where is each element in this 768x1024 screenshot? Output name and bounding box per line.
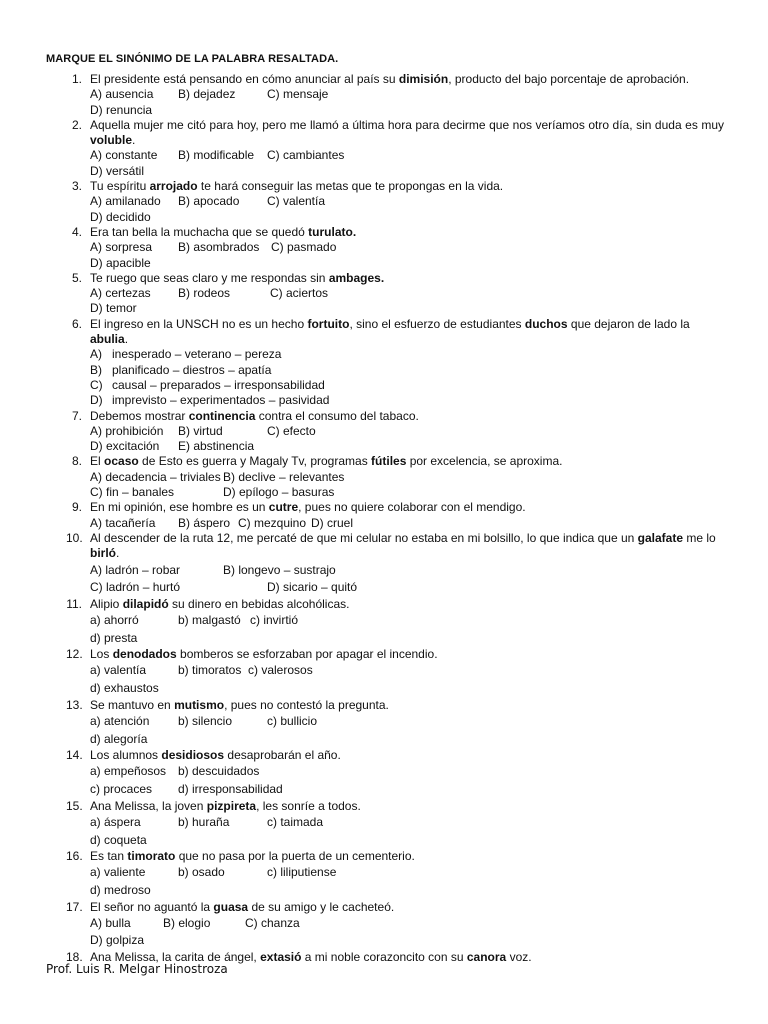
highlighted-word: fortuito	[307, 316, 350, 331]
answer-option[interactable]: C) ladrón – hurtó	[90, 580, 181, 595]
worksheet-heading: MARQUE EL SINÓNIMO DE LA PALABRA RESALTADA.	[46, 53, 339, 65]
stem-text: Tu espíritu	[90, 179, 150, 194]
answer-option[interactable]: A) tacañería	[90, 515, 156, 530]
stem-text: de su amigo y le cacheteó.	[248, 899, 395, 914]
stem-text: , sino el esfuerzo de estudiantes	[349, 316, 525, 331]
answer-option[interactable]: B) virtud	[178, 423, 223, 438]
question-number: 18.	[66, 950, 83, 965]
option-letter: D)	[90, 393, 103, 408]
option-row	[90, 630, 768, 648]
stem-text: bomberos se esforzaban por apagar el incendio.	[176, 647, 438, 662]
question-stem	[90, 72, 724, 87]
answer-option[interactable]: d) presta	[90, 630, 138, 645]
question-stem	[90, 900, 724, 915]
stem-text: Te ruego que seas claro y me respondas sin	[90, 270, 329, 285]
question-stem	[90, 409, 724, 424]
question-number: 12.	[66, 647, 83, 662]
question-number: 8.	[71, 454, 82, 469]
highlighted-word: ocaso	[104, 454, 139, 469]
question-number: 1.	[71, 72, 82, 86]
option-row	[90, 713, 768, 731]
option-row	[90, 882, 768, 900]
stem-text: te hará conseguir las metas que te propongas en la vida.	[197, 179, 504, 194]
question-number: 16.	[66, 849, 83, 864]
highlighted-word: extasió	[260, 950, 302, 965]
option-row	[90, 680, 768, 698]
answer-option[interactable]: A) bulla	[90, 915, 131, 930]
answer-option[interactable]: a) atención	[90, 713, 150, 728]
option-row	[90, 662, 768, 680]
option-row	[90, 915, 768, 933]
stem-text: voz.	[506, 950, 532, 965]
option-row	[90, 286, 768, 301]
stem-text: , pues no quiere colaborar con el mendigo.	[298, 500, 526, 515]
option-text: causal – preparados – irresponsabilidad	[112, 377, 325, 392]
question-item	[0, 647, 768, 697]
highlighted-word: arrojado	[149, 179, 198, 194]
answer-option[interactable]: A) certezas	[90, 286, 151, 301]
question-stem	[90, 454, 724, 469]
answer-option[interactable]: D) versátil	[90, 163, 145, 178]
option-row	[90, 485, 768, 500]
question-number: 4.	[71, 224, 82, 239]
answer-option[interactable]: D) renuncia	[90, 102, 153, 117]
option-row	[90, 87, 768, 102]
option-row	[90, 210, 768, 225]
stem-text: .	[124, 332, 129, 347]
answer-option[interactable]: C) efecto	[267, 423, 316, 438]
answer-option[interactable]: D) golpiza	[90, 933, 145, 948]
option-row	[90, 516, 768, 531]
option-row	[90, 256, 768, 271]
option-text: planificado – diestros – apatía	[112, 362, 272, 377]
answer-option[interactable]: D) excitación	[90, 439, 160, 454]
answer-option[interactable]: b) timoratos	[178, 663, 242, 678]
answer-option[interactable]: a) valiente	[90, 865, 146, 880]
question-item	[0, 597, 768, 647]
question-item	[0, 454, 768, 500]
question-item	[0, 72, 768, 118]
answer-option[interactable]: B) asombrados	[178, 240, 260, 255]
option-row	[90, 612, 768, 630]
highlighted-word: galafate	[637, 530, 684, 545]
option-row	[90, 148, 768, 163]
answer-option[interactable]: B) apocado	[178, 194, 240, 209]
answer-option[interactable]: d) alegoría	[90, 731, 148, 746]
answer-option[interactable]: c) valerosos	[248, 663, 313, 678]
answer-option[interactable]: a) valentía	[90, 663, 147, 678]
question-item	[0, 500, 768, 531]
stem-text: El presidente está pensando en cómo anunciar al país su	[90, 72, 399, 86]
option-row	[90, 301, 768, 316]
question-item	[0, 179, 768, 225]
question-number: 14.	[66, 748, 83, 763]
question-stem	[90, 179, 724, 194]
answer-option[interactable]: B) modificable	[178, 148, 255, 163]
highlighted-word: mutismo	[174, 697, 225, 712]
question-item	[0, 317, 768, 409]
question-number: 2.	[71, 117, 82, 132]
highlighted-word: turulato	[308, 224, 353, 239]
option-row	[90, 781, 768, 799]
answer-option[interactable]: B) rodeos	[178, 286, 231, 301]
footer-author: Prof. Luis R. Melgar Hinostroza	[46, 962, 228, 976]
option-row	[90, 103, 768, 118]
highlighted-word: continencia	[188, 408, 256, 423]
highlighted-word: denodados	[112, 647, 177, 662]
option-letter: C)	[90, 377, 103, 392]
option-row	[90, 194, 768, 209]
question-item	[0, 409, 768, 455]
stem-text: El ingreso en la UNSCH no es un hecho	[90, 316, 308, 331]
answer-option[interactable]: d) exhaustos	[90, 681, 159, 696]
question-number: 15.	[66, 798, 83, 813]
question-stem	[90, 118, 724, 149]
highlighted-word: cutre	[268, 500, 299, 515]
answer-option[interactable]: a) áspera	[90, 814, 141, 829]
stem-text: contra el consumo del tabaco.	[255, 408, 419, 423]
answer-option[interactable]: D) cruel	[311, 515, 354, 530]
answer-option[interactable]: B) longevo – sustrajo	[223, 562, 336, 577]
stem-text: , producto del bajo porcentaje de aprobación.	[448, 72, 690, 86]
answer-option[interactable]	[90, 347, 768, 362]
stem-text: de Esto es guerra y Magaly Tv, programas	[138, 454, 372, 469]
highlighted-word: voluble	[90, 133, 133, 148]
answer-option[interactable]: A) amilanado	[90, 194, 161, 209]
question-item	[0, 118, 768, 179]
answer-option[interactable]: d) irresponsabilidad	[178, 782, 283, 797]
option-row	[90, 164, 768, 179]
question-stem	[90, 271, 724, 286]
question-stem	[90, 698, 724, 713]
answer-option[interactable]: D) epílogo – basuras	[223, 485, 335, 500]
option-row	[90, 562, 768, 580]
answer-option[interactable]: B) áspero	[178, 515, 231, 530]
answer-option[interactable]: c) invirtió	[250, 612, 299, 627]
answer-option[interactable]: B) dejadez	[178, 87, 236, 102]
question-item	[0, 799, 768, 849]
question-stem	[90, 849, 724, 864]
question-item	[0, 271, 768, 317]
stem-text: Al descender de la ruta 12, me percaté de que mi celular no estaba en mi bolsillo, lo que indica que un	[90, 530, 638, 545]
option-row	[90, 424, 768, 439]
question-stem	[90, 531, 724, 562]
stem-text: Se mantuvo en	[90, 697, 175, 712]
stem-text: su dinero en bebidas alcohólicas.	[168, 596, 350, 611]
stem-text: Los	[90, 647, 113, 662]
stem-text: Debemos mostrar	[90, 408, 189, 423]
highlighted-word: abulia	[90, 332, 125, 347]
answer-option[interactable]: C) mensaje	[267, 87, 329, 102]
question-item	[0, 531, 768, 597]
question-number: 9.	[71, 500, 82, 515]
stem-text: que dejaron de lado la	[567, 316, 690, 331]
question-item	[0, 698, 768, 748]
answer-option[interactable]: C) mezquino	[238, 515, 307, 530]
answer-option[interactable]: b) huraña	[178, 814, 230, 829]
option-row	[90, 814, 768, 832]
highlighted-word: duchos	[524, 316, 568, 331]
stem-text: .	[116, 546, 120, 561]
answer-option[interactable]: C) aciertos	[270, 286, 329, 301]
question-stem	[90, 799, 724, 814]
highlighted-word: pizpireta	[206, 798, 257, 813]
stem-text: Ana Melissa, la carita de ángel,	[90, 950, 261, 965]
highlighted-word: guasa	[213, 899, 249, 914]
stem-text: que no pasa por la puerta de un cementerio.	[175, 849, 415, 864]
stem-text: En mi opinión, ese hombre es un	[90, 500, 269, 515]
option-letter: B)	[90, 362, 102, 377]
answer-option[interactable]: c) liliputiense	[267, 865, 337, 880]
answer-option[interactable]: a) empeñosos	[90, 764, 167, 779]
highlighted-word: dimisión	[398, 72, 449, 86]
option-row	[90, 832, 768, 850]
answer-option[interactable]	[90, 393, 768, 408]
question-item	[0, 225, 768, 271]
answer-option[interactable]: d) medroso	[90, 883, 151, 897]
answer-option[interactable]: C) chanza	[245, 915, 300, 930]
question-stem	[90, 647, 724, 662]
highlighted-word: desidiosos	[161, 748, 225, 763]
question-number: 13.	[66, 697, 83, 712]
option-row	[90, 470, 768, 485]
highlighted-word: timorato	[127, 849, 176, 864]
stem-text: Era tan bella la muchacha que se quedó	[90, 224, 309, 239]
question-number: 10.	[66, 530, 83, 545]
answer-option[interactable]: A) prohibición	[90, 423, 164, 438]
answer-option[interactable]: C) fin – banales	[90, 485, 175, 500]
option-row	[90, 864, 768, 882]
question-stem	[90, 225, 724, 240]
answer-option[interactable]: b) osado	[178, 865, 225, 880]
answer-option[interactable]: A) ladrón – robar	[90, 562, 181, 577]
stem-text: , les sonríe a todos.	[256, 798, 361, 813]
highlighted-word: .	[352, 224, 357, 239]
stem-text: , pues no contestó la pregunta.	[224, 697, 389, 712]
answer-option[interactable]: A) constante	[90, 148, 158, 163]
stem-text: El	[90, 454, 105, 469]
highlighted-word: ambages.	[328, 270, 385, 285]
answer-option[interactable]: c) procaces	[90, 782, 153, 797]
highlighted-word: birló	[90, 546, 116, 561]
stem-text: El señor no aguantó la	[90, 899, 214, 914]
answer-option[interactable]: D) sicario – quitó	[267, 580, 358, 595]
option-row	[90, 439, 768, 454]
question-item	[0, 748, 768, 798]
option-row	[90, 932, 768, 950]
answer-option[interactable]: d) coqueta	[90, 832, 147, 847]
answer-option[interactable]: B) declive – relevantes	[223, 469, 345, 484]
answer-option[interactable]	[90, 378, 768, 393]
answer-option[interactable]: A) ausencia	[90, 87, 154, 102]
option-text: imprevisto – experimentados – pasividad	[112, 393, 330, 408]
answer-option[interactable]: A) sorpresa	[90, 240, 153, 255]
question-stem	[90, 748, 724, 763]
stem-text: a mi noble corazoncito con su	[301, 950, 467, 965]
highlighted-word: canora	[466, 950, 507, 965]
option-row	[90, 240, 768, 255]
option-row	[90, 763, 768, 781]
stem-text: desaprobarán el año.	[224, 748, 341, 763]
answer-option[interactable]: C) pasmado	[271, 240, 337, 255]
question-number: 7.	[71, 408, 82, 423]
option-letter: A)	[90, 347, 102, 362]
stem-text: por excelencia, se aproxima.	[406, 454, 563, 469]
question-number: 17.	[66, 899, 83, 914]
answer-option[interactable]: b) silencio	[178, 713, 233, 728]
stem-text: Alipio	[90, 596, 123, 611]
answer-option[interactable]: a) ahorró	[90, 612, 139, 627]
stem-text: Ana Melissa, la joven	[90, 798, 207, 813]
question-stem	[90, 597, 724, 612]
question-number: 3.	[71, 179, 82, 194]
stem-text: Los alumnos	[90, 748, 162, 763]
question-number: 5.	[71, 270, 82, 285]
option-row	[90, 731, 768, 749]
option-text: inesperado – veterano – pereza	[112, 347, 282, 362]
question-stem	[90, 500, 724, 515]
option-row	[90, 579, 768, 597]
answer-option[interactable]: D) temor	[90, 301, 137, 316]
answer-option[interactable]: b) malgastó	[178, 612, 241, 627]
answer-option[interactable]: c) taimada	[267, 814, 324, 829]
answer-option[interactable]: B) elogio	[163, 915, 211, 930]
stem-text: .	[132, 133, 136, 148]
answer-option[interactable]: b) descuidados	[178, 764, 260, 779]
stem-text: Es tan	[90, 849, 128, 864]
question-item	[0, 900, 768, 950]
answer-option[interactable]: C) valentía	[267, 194, 326, 209]
answer-option[interactable]: E) abstinencia	[178, 439, 255, 454]
answer-option[interactable]: c) bullicio	[267, 713, 318, 728]
highlighted-word: fútiles	[371, 454, 407, 469]
stem-text: Aquella mujer me citó para hoy, pero me llamó a última hora para decirme que nos veríamos otro día, sin duda es muy	[90, 117, 724, 132]
answer-option[interactable]	[90, 363, 768, 378]
question-number: 6.	[71, 316, 82, 331]
highlighted-word: dilapidó	[122, 596, 169, 611]
question-list	[0, 72, 768, 965]
answer-option[interactable]: C) cambiantes	[267, 148, 345, 163]
question-stem	[90, 317, 724, 348]
answer-option[interactable]: D) decidido	[90, 209, 151, 224]
question-item	[0, 849, 768, 899]
answer-option[interactable]: A) decadencia – triviales	[90, 469, 221, 484]
stem-text: me lo	[683, 530, 716, 545]
question-number: 11.	[66, 596, 82, 611]
answer-option[interactable]: D) apacible	[90, 255, 151, 270]
